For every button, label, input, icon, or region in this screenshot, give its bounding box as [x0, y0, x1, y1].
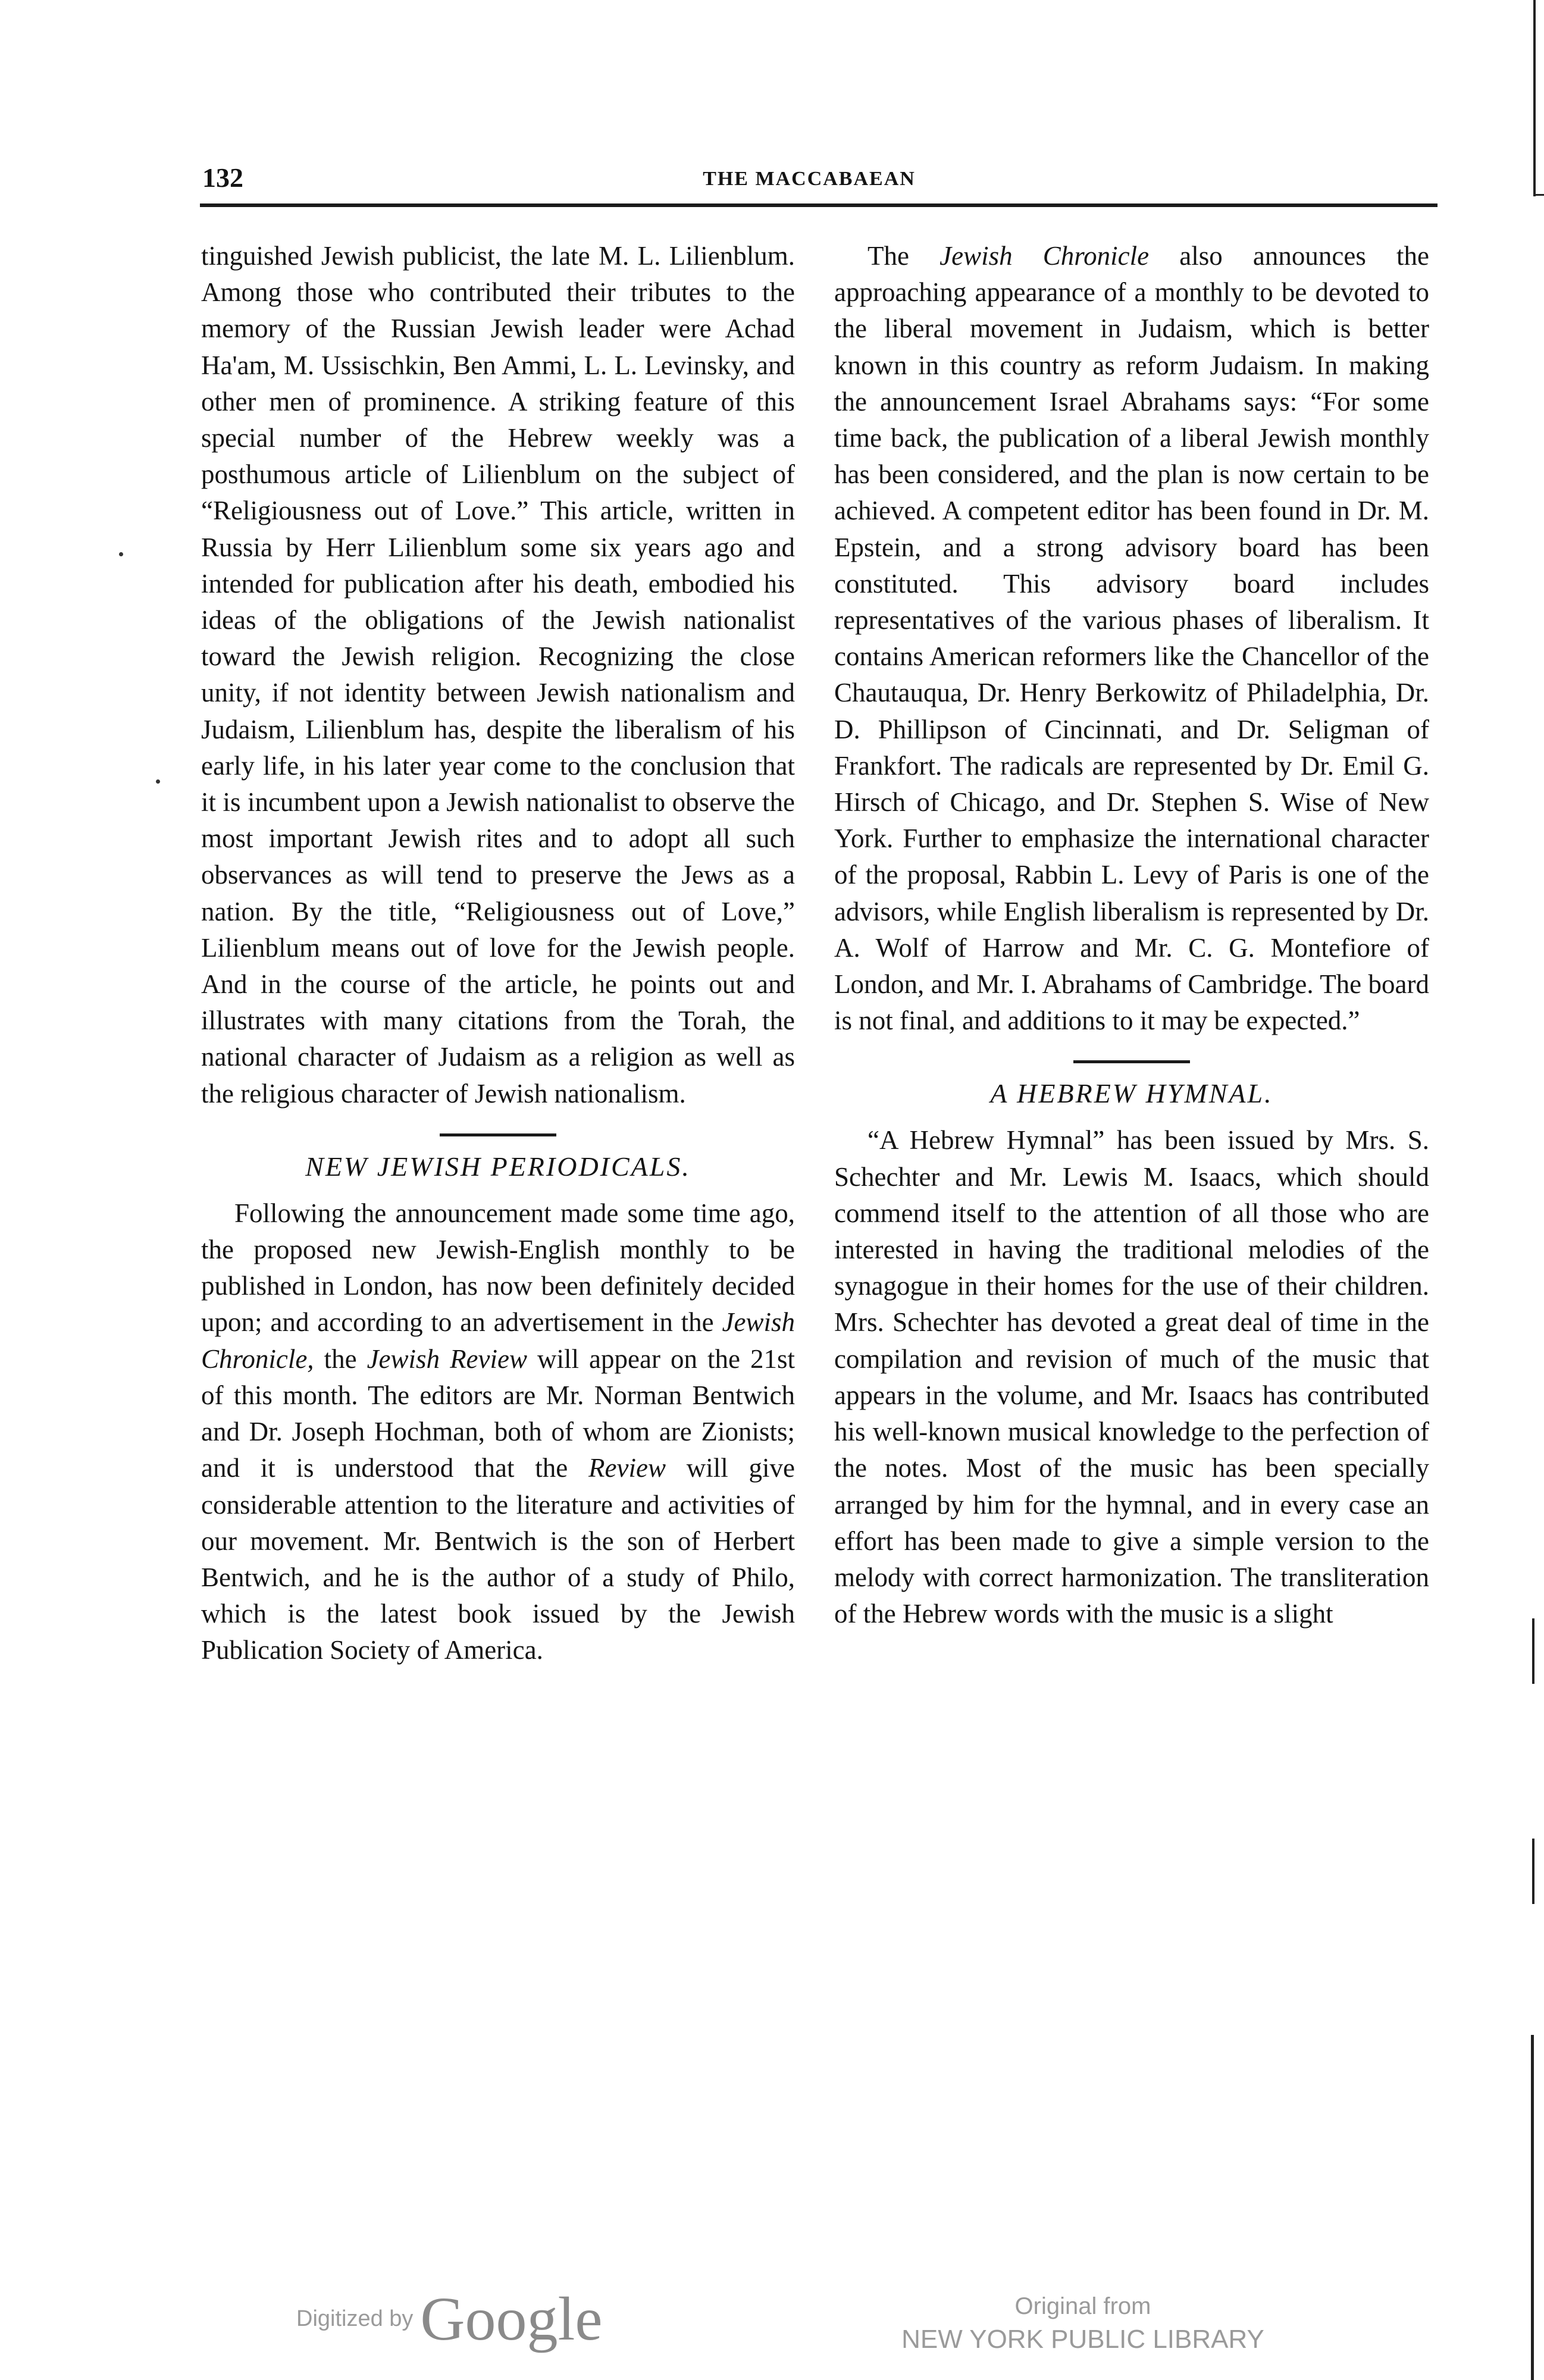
continuation-paragraph: tinguished Jewish publicist, the late M. L. Lilienblum. Among those who contributed their tributes to the memory of the Russian Jewish leader were Achad Ha'am, M. Ussischkin, Ben Ammi, L. L. Levinsky, and other men of prominence. A striking feature of this special number of the Hebrew weekly was a posthumous article of Lilienblum on the subject of “Religiousness out of Love.” This article, written in Russia by Herr Lilienblum some six years ago and intended for publication after his death, embodied his ideas of the obligations of the Jewish nationalist toward the Jewish religion. Recognizing the close unity, if not identity between Jewish nationalism and Judaism, Lilienblum has, despite the liberalism of his early life, in his later year come to the conclusion that it is incumbent upon a Jewish nationalist to observe the most important Jewish rites and to adopt all such observances as will tend to preserve the Jews as a nation. By the title, “Religiousness out of Love,” Lilienblum means out of love for the Jewish people. And in the course of the article, he points out and illustrates with many citations from the Torah, the national character of Judaism as a religion as well as the religious character of Jewish nationalism. — [201, 241, 795, 1108]
library-name: NEW YORK PUBLIC LIBRARY — [901, 2325, 1264, 2354]
right-column — [834, 238, 1429, 1632]
header-rule — [200, 203, 1437, 207]
original-from-label: Original from — [1014, 2293, 1151, 2319]
google-logo: Google — [420, 2285, 603, 2353]
digitized-by-footer — [296, 2284, 603, 2354]
hymnal-paragraph: “A Hebrew Hymnal” has been issued by Mrs. S. Schechter and Mr. Lewis M. Isaacs, which should commend itself to the attention of all those who are interested in having the traditional melodies of the synagogue in their homes for the use of their children. Mrs. Schechter has devoted a great deal of time in the compilation and revision of much of the music that appears in the volume, and Mr. Isaacs has contributed his well-known musical knowledge to the perfection of the notes. Most of the music has been specially arranged by him for the hymnal, and in every case an effort has been made to give a simple version to the melody with correct harmonization. The transliteration of the Hebrew words with the music is a slight — [834, 1125, 1429, 1629]
section-title-hymnal: A HEBREW HYMNAL. — [990, 1078, 1273, 1109]
section-divider — [1073, 1060, 1190, 1063]
page-number: 132 — [202, 162, 243, 193]
chronicle-paragraph: The Jewish Chronicle also announces the approaching appearance of a monthly to be devoted to the liberal movement in Judaism, which is better known in this country as reform Judaism. In making the announcement Israel Abrahams says: “For some time back, the publication of a liberal Jewish monthly has been considered, and the plan is now certain to be achieved. A competent editor has been found in Dr. M. Epstein, and a strong advisory board has been constituted. This advisory board includes representatives of the various phases of liberalism. It contains American reformers like the Chancellor of the Chautauqua, Dr. Henry Berkowitz of Philadelphia, Dr. D. Phillipson of Cincinnati, and Dr. Seligman of Frankfort. The radicals are represented by Dr. Emil G. Hirsch of Chicago, and Dr. Stephen S. Wise of New York. Further to emphasize the international character of the proposal, Rabbin L. Levy of Paris is one of the advisors, while English liberalism is represented by Dr. A. Wolf of Harrow and Mr. C. G. Montefiore of London, and Mr. I. Abrahams of Cambridge. The board is not final, and additions to it may be expected.” — [834, 241, 1429, 1036]
left-column — [201, 238, 795, 1669]
periodicals-paragraph: Following the announcement made some time ago, the proposed new Jewish-English monthly to be published in London, has now been definitely decided upon; and according to an advertisement in the Jewish Chronicle, the Jewish Review will appear on the 21st of this month. The editors are Mr. Norman Bentwich and Dr. Joseph Hochman, both of whom are Zionists; and it is understood that the Review will give considerable attention to the literature and activities of our movement. Mr. Bentwich is the son of Herbert Bentwich, and he is the author of a study of Philo, which is the latest book issued by the Jewish Publication Society of America. — [201, 1198, 796, 1665]
scan-edge-marks — [1502, 0, 1544, 2380]
margin-speck — [119, 552, 123, 556]
running-title: THE MACCABAEAN — [703, 168, 916, 190]
section-divider — [440, 1133, 556, 1136]
margin-speck — [156, 779, 160, 784]
original-from-footer — [881, 2290, 1285, 2356]
digitized-by-label: Digitized by — [296, 2306, 414, 2331]
section-title-periodicals: NEW JEWISH PERIODICALS. — [305, 1151, 691, 1182]
